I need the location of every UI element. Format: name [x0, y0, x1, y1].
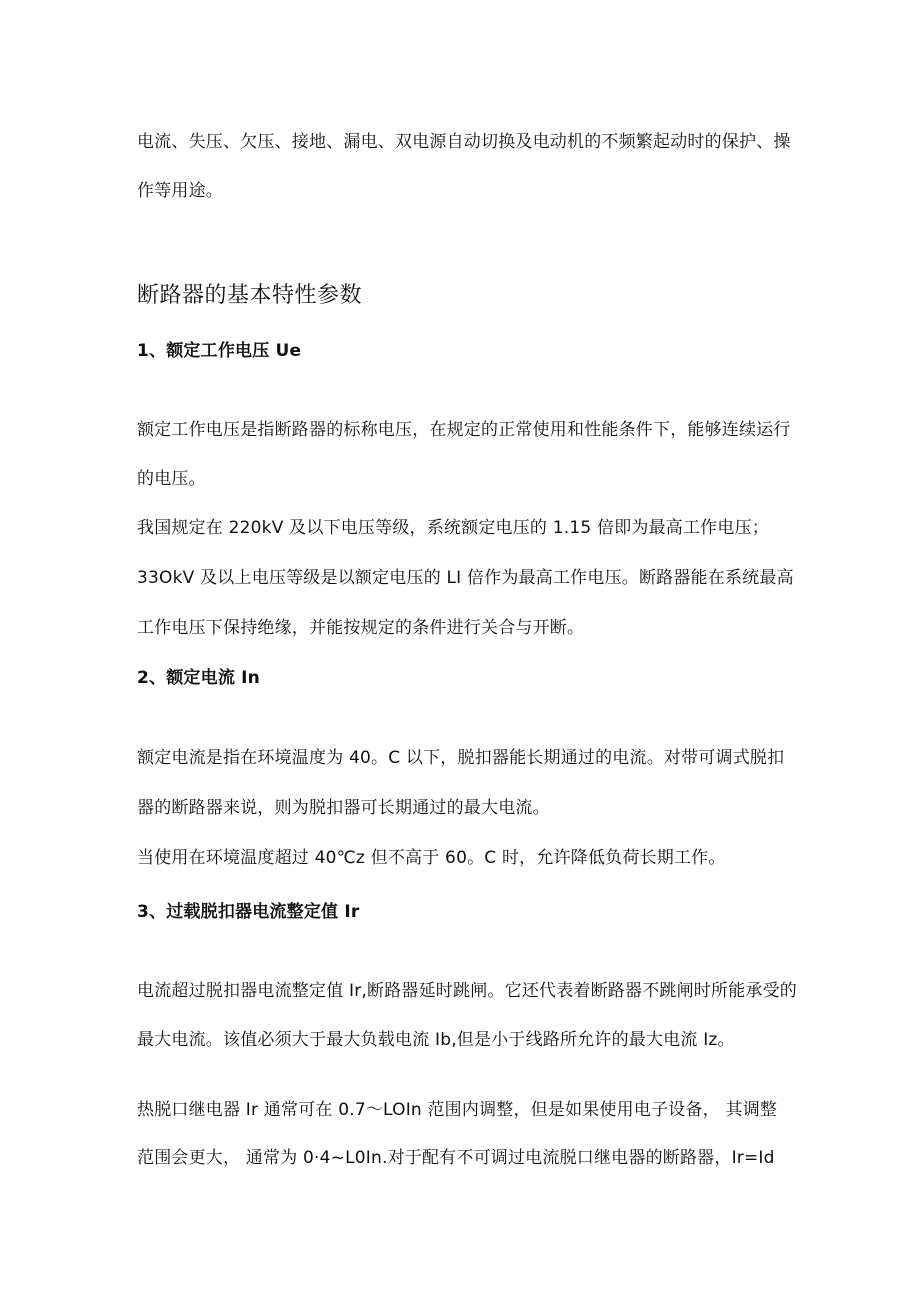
item-2-line-3: 当使用在环境温度超过 40℃z 但不高于 60。C 时，允许降低负荷长期工作。: [137, 848, 726, 868]
section-title: 断路器的基本特性参数: [137, 283, 363, 308]
item-2-line-2: 器的断路器来说，则为脱扣器可长期通过的最大电流。: [137, 798, 550, 818]
item-1-line-5: 工作电压下保持绝缘，并能按规定的条件进行关合与开断。: [137, 618, 585, 638]
intro-line-1: 电流、失压、欠压、接地、漏电、双电源自动切换及电动机的不频繁起动时的保护、操: [137, 132, 791, 152]
item-1-line-4: 33OkV 及以上电压等级是以额定电压的 LI 倍作为最高工作电压。断路器能在系统最高: [137, 568, 794, 588]
intro-line-2: 作等用途。: [137, 181, 223, 201]
item-3-line-3: 热脱口继电器 Ir 通常可在 0.7～LOIn 范围内调整，但是如果使用电子设备， 其调整: [137, 1100, 778, 1120]
item-3-heading: 3、过载脱扣器电流整定值 Ir: [137, 902, 360, 922]
item-1-line-3: 我国规定在 220kV 及以下电压等级，系统额定电压的 1.15 倍即为最高工作电压；: [137, 518, 769, 538]
item-2-line-1: 额定电流是指在环境温度为 40。C 以下，脱扣器能长期通过的电流。对带可调式脱扣: [137, 748, 785, 768]
item-1-line-1: 额定工作电压是指断路器的标称电压，在规定的正常使用和性能条件下，能够连续运行: [137, 420, 791, 440]
item-3-line-1: 电流超过脱扣器电流整定值 Ir,断路器延时跳闸。它还代表着断路器不跳闸时所能承受的: [137, 981, 798, 1001]
item-1-line-2: 的电压。: [137, 469, 206, 489]
item-1-heading: 1、额定工作电压 Ue: [137, 341, 302, 361]
item-3-line-2: 最大电流。该值必须大于最大负载电流 Ib,但是小于线路所允许的最大电流 Iz。: [137, 1030, 735, 1050]
item-3-line-4: 范围会更大， 通常为 0·4~L0In.对于配有不可调过电流脱口继电器的断路器，Ir=Id: [137, 1148, 775, 1168]
item-2-heading: 2、额定电流 In: [137, 668, 260, 688]
